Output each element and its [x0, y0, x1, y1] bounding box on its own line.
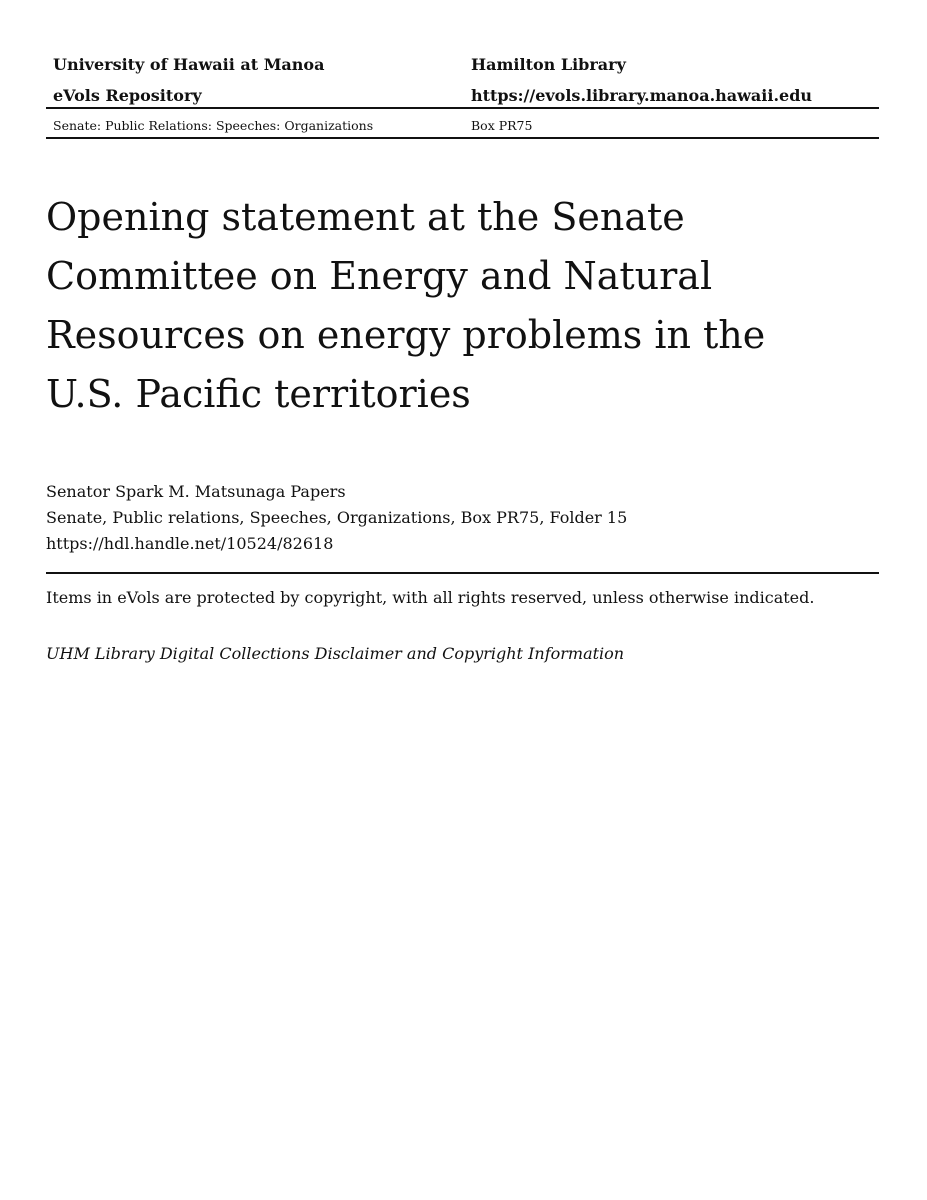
series-row	[46, 117, 879, 135]
repository-header	[46, 50, 879, 112]
title-line: Resources on energy problems in the	[46, 313, 766, 357]
header-row-1	[46, 50, 879, 81]
title-line: Opening statement at the Senate	[46, 195, 685, 239]
folder-location: Senate, Public relations, Speeches, Organizations, Box PR75, Folder 15	[46, 508, 628, 527]
collection-name: Senator Spark M. Matsunaga Papers	[46, 482, 346, 501]
header-divider-bottom	[46, 137, 879, 139]
copyright-notice: Items in eVols are protected by copyright, with all rights reserved, unless otherwise indicated.	[46, 588, 815, 607]
institution-name: University of Hawaii at Manoa	[53, 55, 325, 74]
document-metadata	[46, 479, 879, 557]
title-line: Committee on Energy and Natural	[46, 254, 713, 298]
document-title	[46, 188, 806, 424]
box-label: Box PR75	[471, 118, 533, 133]
library-name: Hamilton Library	[471, 55, 626, 74]
handle-link[interactable]: https://hdl.handle.net/10524/82618	[46, 534, 334, 553]
repository-name: eVols Repository	[53, 86, 202, 105]
title-line: U.S. Pacific territories	[46, 372, 471, 416]
metadata-divider	[46, 572, 879, 574]
disclaimer-link[interactable]: UHM Library Digital Collections Disclaimer and Copyright Information	[46, 644, 625, 663]
header-divider-top	[46, 107, 879, 109]
series-path: Senate: Public Relations: Speeches: Organizations	[53, 118, 374, 133]
repository-url[interactable]: https://evols.library.manoa.hawaii.edu	[471, 86, 813, 105]
